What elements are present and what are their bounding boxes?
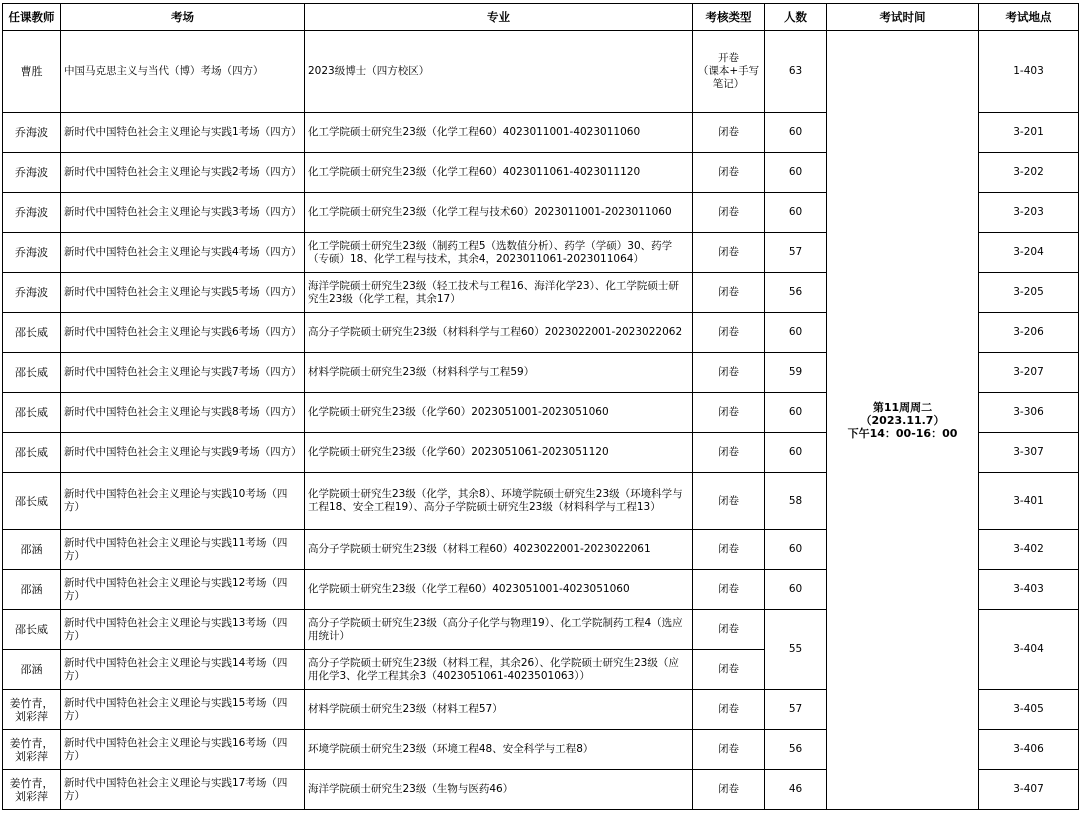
type-cell: 开卷 （课本+手写笔记） bbox=[693, 31, 765, 113]
header-major: 专业 bbox=[305, 4, 693, 31]
type-cell: 闭卷 bbox=[693, 433, 765, 473]
type-cell: 闭卷 bbox=[693, 570, 765, 610]
room-cell: 新时代中国特色社会主义理论与实践10考场（四方） bbox=[61, 473, 305, 530]
type-cell: 闭卷 bbox=[693, 650, 765, 690]
room-cell: 新时代中国特色社会主义理论与实践9考场（四方） bbox=[61, 433, 305, 473]
teacher-cell: 邵长威 bbox=[3, 610, 61, 650]
location-cell: 3-203 bbox=[979, 193, 1079, 233]
exam-time-hours: 下午14：00-16：00 bbox=[847, 426, 958, 440]
major-cell: 化工学院硕士研究生23级（化学工程60）4023011001-4023011060 bbox=[305, 113, 693, 153]
room-cell: 中国马克思主义与当代（博）考场（四方） bbox=[61, 31, 305, 113]
major-cell: 高分子学院硕士研究生23级（高分子化学与物理19）、化工学院制药工程4（选应用统计） bbox=[305, 610, 693, 650]
count-cell: 56 bbox=[765, 730, 827, 770]
major-cell: 化学院硕士研究生23级（化学，其余8）、环境学院硕士研究生23级（环境科学与工程18、安全工程19）、高分子学院硕士研究生23级（材料科学与工程13） bbox=[305, 473, 693, 530]
count-cell: 60 bbox=[765, 393, 827, 433]
teacher-cell: 乔海波 bbox=[3, 273, 61, 313]
count-cell: 56 bbox=[765, 273, 827, 313]
count-cell: 60 bbox=[765, 313, 827, 353]
room-cell: 新时代中国特色社会主义理论与实践16考场（四方） bbox=[61, 730, 305, 770]
header-exam-type: 考核类型 bbox=[693, 4, 765, 31]
teacher-cell: 邵长威 bbox=[3, 473, 61, 530]
header-count: 人数 bbox=[765, 4, 827, 31]
location-cell: 3-406 bbox=[979, 730, 1079, 770]
count-cell: 60 bbox=[765, 433, 827, 473]
room-cell: 新时代中国特色社会主义理论与实践15考场（四方） bbox=[61, 690, 305, 730]
teacher-cell: 姜竹青， 刘彩萍 bbox=[3, 690, 61, 730]
count-cell: 63 bbox=[765, 31, 827, 113]
header-teacher: 任课教师 bbox=[3, 4, 61, 31]
room-cell: 新时代中国特色社会主义理论与实践1考场（四方） bbox=[61, 113, 305, 153]
count-cell: 55 bbox=[765, 610, 827, 690]
room-cell: 新时代中国特色社会主义理论与实践3考场（四方） bbox=[61, 193, 305, 233]
major-cell: 环境学院硕士研究生23级（环境工程48、安全科学与工程8） bbox=[305, 730, 693, 770]
count-cell: 57 bbox=[765, 690, 827, 730]
type-cell: 闭卷 bbox=[693, 353, 765, 393]
exam-time-week: 第11周周二 bbox=[872, 400, 933, 414]
teacher-cell: 乔海波 bbox=[3, 153, 61, 193]
major-cell: 化学院硕士研究生23级（化学60）2023051061-2023051120 bbox=[305, 433, 693, 473]
teacher-cell: 姜竹青， 刘彩萍 bbox=[3, 770, 61, 810]
location-cell: 3-307 bbox=[979, 433, 1079, 473]
type-cell: 闭卷 bbox=[693, 690, 765, 730]
location-cell: 3-306 bbox=[979, 393, 1079, 433]
teacher-cell: 邵长威 bbox=[3, 353, 61, 393]
teacher-cell: 邵涵 bbox=[3, 570, 61, 610]
major-cell: 高分子学院硕士研究生23级（材料科学与工程60）2023022001-2023022062 bbox=[305, 313, 693, 353]
type-cell: 闭卷 bbox=[693, 273, 765, 313]
room-cell: 新时代中国特色社会主义理论与实践11考场（四方） bbox=[61, 530, 305, 570]
major-cell: 海洋学院硕士研究生23级（生物与医药46） bbox=[305, 770, 693, 810]
count-cell: 60 bbox=[765, 530, 827, 570]
major-cell: 化工学院硕士研究生23级（制药工程5（选数值分析）、药学（学硕）30、药学（专硕）18、化学工程与技术，其余4，2023011061-2023011064） bbox=[305, 233, 693, 273]
room-cell: 新时代中国特色社会主义理论与实践2考场（四方） bbox=[61, 153, 305, 193]
type-cell: 闭卷 bbox=[693, 530, 765, 570]
header-room: 考场 bbox=[61, 4, 305, 31]
major-cell: 材料学院硕士研究生23级（材料科学与工程59） bbox=[305, 353, 693, 393]
header-exam-time: 考试时间 bbox=[827, 4, 979, 31]
major-cell: 化学院硕士研究生23级（化学60）2023051001-2023051060 bbox=[305, 393, 693, 433]
room-cell: 新时代中国特色社会主义理论与实践17考场（四方） bbox=[61, 770, 305, 810]
location-cell: 3-405 bbox=[979, 690, 1079, 730]
room-cell: 新时代中国特色社会主义理论与实践13考场（四方） bbox=[61, 610, 305, 650]
type-cell: 闭卷 bbox=[693, 113, 765, 153]
teacher-cell: 乔海波 bbox=[3, 233, 61, 273]
location-cell: 3-201 bbox=[979, 113, 1079, 153]
teacher-cell: 邵涵 bbox=[3, 650, 61, 690]
teacher-cell: 邵长威 bbox=[3, 393, 61, 433]
teacher-cell: 乔海波 bbox=[3, 193, 61, 233]
exam-time-cell bbox=[827, 31, 979, 810]
location-cell: 1-403 bbox=[979, 31, 1079, 113]
type-cell: 闭卷 bbox=[693, 193, 765, 233]
room-cell: 新时代中国特色社会主义理论与实践8考场（四方） bbox=[61, 393, 305, 433]
room-cell: 新时代中国特色社会主义理论与实践14考场（四方） bbox=[61, 650, 305, 690]
major-cell: 化工学院硕士研究生23级（化学工程与技术60）2023011001-2023011060 bbox=[305, 193, 693, 233]
count-cell: 57 bbox=[765, 233, 827, 273]
location-cell: 3-207 bbox=[979, 353, 1079, 393]
teacher-cell: 乔海波 bbox=[3, 113, 61, 153]
teacher-cell: 曹胜 bbox=[3, 31, 61, 113]
count-cell: 59 bbox=[765, 353, 827, 393]
major-cell: 化学院硕士研究生23级（化学工程60）4023051001-4023051060 bbox=[305, 570, 693, 610]
location-cell: 3-205 bbox=[979, 273, 1079, 313]
room-cell: 新时代中国特色社会主义理论与实践4考场（四方） bbox=[61, 233, 305, 273]
location-cell: 3-202 bbox=[979, 153, 1079, 193]
teacher-cell: 邵长威 bbox=[3, 313, 61, 353]
type-cell: 闭卷 bbox=[693, 393, 765, 433]
location-cell: 3-403 bbox=[979, 570, 1079, 610]
major-cell: 化工学院硕士研究生23级（化学工程60）4023011061-4023011120 bbox=[305, 153, 693, 193]
type-cell: 闭卷 bbox=[693, 233, 765, 273]
teacher-cell: 邵涵 bbox=[3, 530, 61, 570]
type-cell: 闭卷 bbox=[693, 770, 765, 810]
location-cell: 3-204 bbox=[979, 233, 1079, 273]
count-cell: 60 bbox=[765, 193, 827, 233]
type-cell: 闭卷 bbox=[693, 153, 765, 193]
header-location: 考试地点 bbox=[979, 4, 1079, 31]
count-cell: 46 bbox=[765, 770, 827, 810]
major-cell: 2023级博士（四方校区） bbox=[305, 31, 693, 113]
room-cell: 新时代中国特色社会主义理论与实践6考场（四方） bbox=[61, 313, 305, 353]
count-cell: 58 bbox=[765, 473, 827, 530]
exam-schedule-table bbox=[2, 3, 1079, 810]
location-cell: 3-407 bbox=[979, 770, 1079, 810]
count-cell: 60 bbox=[765, 570, 827, 610]
exam-time-date: （2023.11.7） bbox=[860, 413, 945, 427]
teacher-cell: 邵长威 bbox=[3, 433, 61, 473]
room-cell: 新时代中国特色社会主义理论与实践7考场（四方） bbox=[61, 353, 305, 393]
teacher-cell: 姜竹青， 刘彩萍 bbox=[3, 730, 61, 770]
count-cell: 60 bbox=[765, 113, 827, 153]
location-cell: 3-401 bbox=[979, 473, 1079, 530]
major-cell: 高分子学院硕士研究生23级（材料工程60）4023022001-2023022061 bbox=[305, 530, 693, 570]
type-cell: 闭卷 bbox=[693, 313, 765, 353]
location-cell: 3-206 bbox=[979, 313, 1079, 353]
table-row bbox=[3, 31, 1079, 113]
type-cell: 闭卷 bbox=[693, 610, 765, 650]
count-cell: 60 bbox=[765, 153, 827, 193]
room-cell: 新时代中国特色社会主义理论与实践5考场（四方） bbox=[61, 273, 305, 313]
major-cell: 材料学院硕士研究生23级（材料工程57） bbox=[305, 690, 693, 730]
header-row bbox=[3, 4, 1079, 31]
type-cell: 闭卷 bbox=[693, 473, 765, 530]
major-cell: 高分子学院硕士研究生23级（材料工程，其余26）、化学院硕士研究生23级（应用化学3、化学工程其余3（4023051061-4023501063）） bbox=[305, 650, 693, 690]
location-cell: 3-404 bbox=[979, 610, 1079, 690]
location-cell: 3-402 bbox=[979, 530, 1079, 570]
room-cell: 新时代中国特色社会主义理论与实践12考场（四方） bbox=[61, 570, 305, 610]
type-cell: 闭卷 bbox=[693, 730, 765, 770]
major-cell: 海洋学院硕士研究生23级（轻工技术与工程16、海洋化学23）、化工学院硕士研究生23级（化学工程，其余17） bbox=[305, 273, 693, 313]
